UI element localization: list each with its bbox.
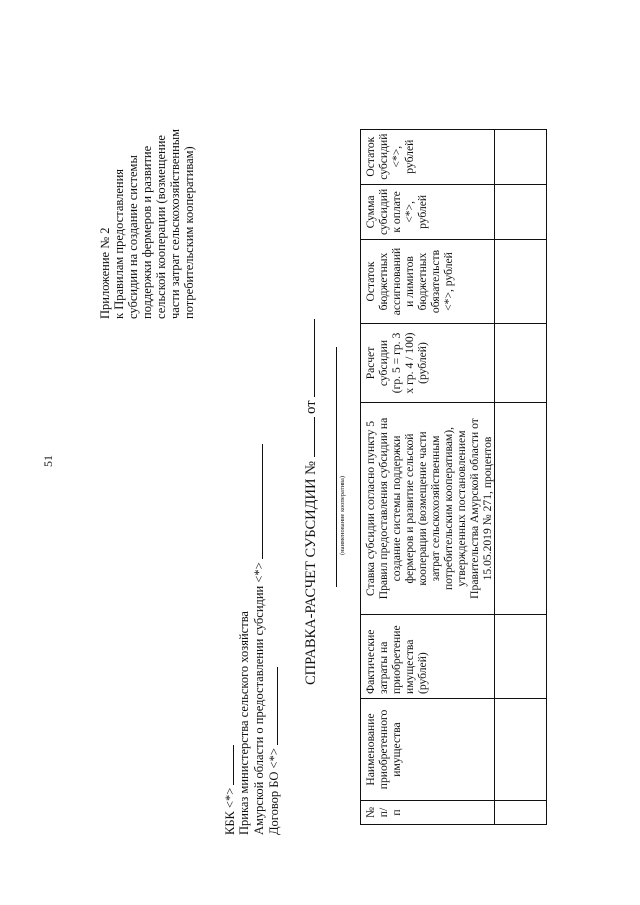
appendix-line: потребительским кооперативам): [182, 146, 196, 319]
table-cell: [495, 324, 547, 403]
order-blank: [251, 444, 263, 559]
order-line-1: Приказ министерства сельского хозяйства: [237, 611, 251, 835]
header-fields: [222, 444, 281, 835]
contract-row: [266, 444, 281, 835]
title-text: СПРАВКА-РАСЧЕТ СУБСИДИИ №: [303, 461, 319, 685]
kbk-blank: [222, 745, 234, 785]
table-row: [495, 129, 547, 824]
order-row: [251, 444, 266, 835]
table-cell: [495, 184, 547, 239]
col-header-number: № п/п: [361, 801, 495, 825]
col-header-subsidy-rate: Ставка субсидии согласно пункту 5 Правил предоставления субсидии на создание системы поддержки фермеров и развитие сельской кооперации (возмещение части затрат сельскохозяйственным потребительским кооперативам), утвержденных постановлением Правительства Амурской области от 15.05.2019 № 271, процентов: [361, 403, 495, 615]
appendix-line: сельской кооперации (возмещение: [154, 135, 168, 319]
appendix-line: поддержки фермеров и развитие: [140, 145, 154, 319]
table-cell: [495, 403, 547, 615]
cooperative-line: [336, 347, 337, 587]
table-cell: [495, 615, 547, 699]
appendix-line: части затрат сельскохозяйственным: [168, 128, 182, 319]
date-blank: [302, 319, 315, 397]
page-number: 51: [41, 455, 55, 467]
order-line-2: Амурской области о предоставлении субсидии <*>: [252, 562, 266, 835]
table-cell: [495, 240, 547, 324]
table-cell: [495, 801, 547, 825]
table-cell: [495, 699, 547, 801]
contract-blank: [266, 667, 278, 745]
col-header-actual-costs: Фактические затраты на приобретение имущества (рублей): [361, 615, 495, 699]
col-header-subsidy-balance: Остаток субсидий <*>, рублей: [361, 129, 495, 184]
table-header-row: [361, 129, 495, 824]
appendix-line: Приложение № 2: [98, 227, 112, 319]
number-blank: [302, 417, 315, 457]
title-from: от: [303, 400, 319, 414]
appendix-block: [98, 19, 196, 319]
table-cell: [495, 129, 547, 184]
kbk-row: [222, 444, 237, 835]
cooperative-caption: (наименование кооператива): [339, 475, 346, 555]
appendix-line: к Правилам предоставления: [112, 168, 126, 319]
col-header-budget-balance: Остаток бюджетных ассигнований и лимитов бюджетных обязательств <*>, рублей: [361, 240, 495, 324]
col-header-property-name: Наименование приобретенного имущества: [361, 699, 495, 801]
col-header-payment-amount: Сумма субсидий к оплате <*>, рублей: [361, 184, 495, 239]
document-title: [302, 319, 320, 685]
col-header-subsidy-calculation: Расчет субсидии (гр. 5 = гр. 3 х гр. 4 / 100) (рублей): [361, 324, 495, 403]
kbk-label: КБК <*>: [223, 787, 237, 835]
subsidy-table: [360, 129, 547, 825]
contract-label: Договор БО <*>: [267, 748, 281, 835]
appendix-line: субсидии на создание системы: [126, 155, 140, 319]
